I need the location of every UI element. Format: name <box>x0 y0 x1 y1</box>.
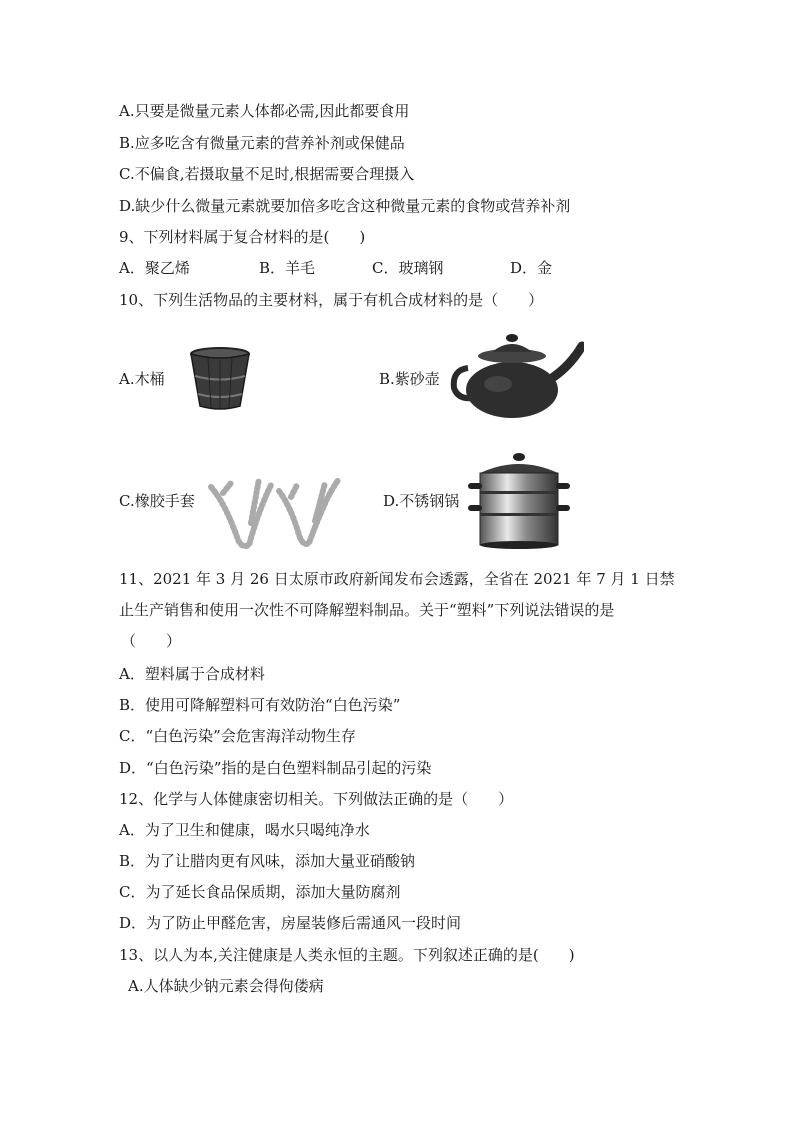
q12-stem: 12、化学与人体健康密切相关。下列做法正确的是（ ） <box>119 790 514 808</box>
q10-stem: 10、下列生活物品的主要材料，属于有机合成材料的是（ ） <box>119 291 544 309</box>
q11-stem-line2: 止生产销售和使用一次性不可降解塑料制品。关于“塑料”下列说法错误的是 <box>119 601 615 619</box>
q8-option-a: A.只要是微量元素人体都必需,因此都要食用 <box>119 102 410 120</box>
q11-option-d: D．“白色污染”指的是白色塑料制品引起的污染 <box>119 759 432 777</box>
q9-option-c: C．玻璃钢 <box>372 259 444 277</box>
q11-stem-line3: （ ） <box>121 632 182 650</box>
q12-option-c: C．为了延长食品保质期，添加大量防腐剂 <box>119 883 401 901</box>
q12-option-b: B．为了让腊肉更有风味，添加大量亚硝酸钠 <box>119 852 416 870</box>
q10-option-d: D.不锈钢锅 <box>383 492 460 510</box>
q13-stem: 13、以人为本,关注健康是人类永恒的主题。下列叙述正确的是( ) <box>119 946 575 964</box>
q9-option-d: D．金 <box>510 259 553 277</box>
q10-option-c: C.橡胶手套 <box>119 492 195 510</box>
teapot-image <box>448 328 584 422</box>
q9-option-b: B．羊毛 <box>259 259 316 277</box>
q9-stem: 9、下列材料属于复合材料的是( ) <box>119 228 366 246</box>
q8-option-c: C.不偏食,若摄取量不足时,根据需要合理摄入 <box>119 165 415 183</box>
q12-option-a: A．为了卫生和健康，喝水只喝纯净水 <box>119 821 370 839</box>
q9-options <box>119 258 679 278</box>
q11-option-c: C．“白色污染”会危害海洋动物生存 <box>119 727 356 745</box>
q12-option-d: D．为了防止甲醛危害，房屋装修后需通风一段时间 <box>119 914 462 932</box>
q10-option-a: A.木桶 <box>119 370 165 388</box>
q11-stem-line1: 11、2021 年 3 月 26 日太原市政府新闻发布会透露，全省在 2021 年 7 月 1 日禁 <box>119 570 675 588</box>
q8-option-b: B.应多吃含有微量元素的营养补剂或保健品 <box>119 134 405 152</box>
steel-pot-image <box>466 451 572 551</box>
q9-option-a: A．聚乙烯 <box>119 259 190 277</box>
q8-option-d: D.缺少什么微量元素就要加倍多吃含这种微量元素的食物或营养补剂 <box>119 197 571 215</box>
q13-option-a: A.人体缺少钠元素会得佝偻病 <box>128 977 324 995</box>
q10-option-b: B.紫砂壶 <box>379 370 440 388</box>
q11-option-a: A．塑料属于合成材料 <box>119 665 265 683</box>
q11-option-b: B．使用可降解塑料可有效防治“白色污染” <box>119 696 401 714</box>
wooden-bucket-image <box>188 346 252 412</box>
rubber-gloves-image <box>205 473 345 553</box>
